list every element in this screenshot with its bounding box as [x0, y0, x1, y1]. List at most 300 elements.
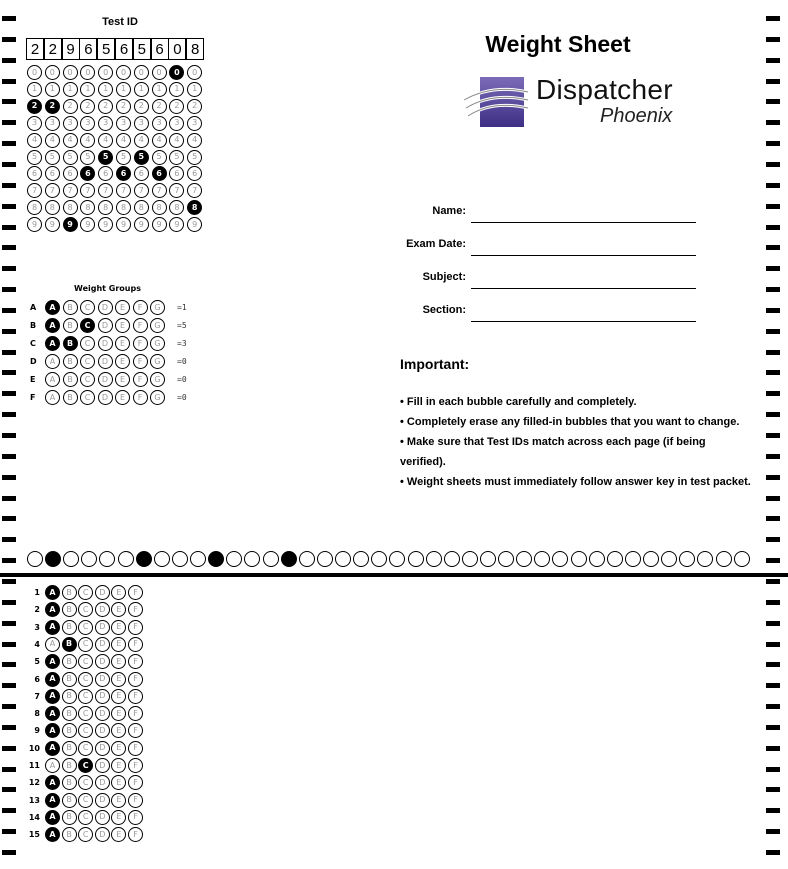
answer-bubble[interactable]: B: [62, 689, 77, 704]
test-id-bubble[interactable]: 9: [98, 217, 113, 232]
test-id-bubble[interactable]: 5: [27, 150, 42, 165]
answer-bubble[interactable]: A: [45, 758, 60, 773]
test-id-bubble[interactable]: 1: [187, 82, 202, 97]
answer-bubble[interactable]: E: [111, 602, 126, 617]
test-id-bubble[interactable]: 0: [169, 65, 184, 80]
test-id-bubble[interactable]: 0: [152, 65, 167, 80]
answer-bubble[interactable]: C: [78, 810, 93, 825]
timing-mark: [2, 58, 16, 63]
answer-bubble[interactable]: C: [78, 827, 93, 842]
test-id-title: Test ID: [102, 16, 138, 28]
test-id-bubble[interactable]: 5: [187, 150, 202, 165]
timing-mark: [2, 746, 16, 751]
weight-group-bubble[interactable]: A: [45, 390, 60, 405]
answer-bubble[interactable]: A: [45, 637, 60, 652]
test-id-bubble[interactable]: 5: [134, 150, 149, 165]
answer-bubble[interactable]: C: [78, 585, 93, 600]
test-id-bubble[interactable]: 0: [134, 65, 149, 80]
weight-group-bubble[interactable]: G: [150, 300, 165, 315]
timing-mark: [766, 225, 780, 230]
timing-mark: [766, 537, 780, 542]
test-id-bubble[interactable]: 1: [27, 82, 42, 97]
timing-mark: [2, 204, 16, 209]
answer-bubble[interactable]: E: [111, 723, 126, 738]
test-id-bubble[interactable]: 6: [116, 166, 131, 181]
answer-bubble[interactable]: E: [111, 810, 126, 825]
test-id-bubble[interactable]: 4: [152, 133, 167, 148]
test-id-bubble[interactable]: 2: [187, 99, 202, 114]
answer-bubble[interactable]: C: [78, 620, 93, 635]
answer-bubble[interactable]: A: [45, 741, 60, 756]
answer-bubble[interactable]: B: [62, 775, 77, 790]
test-id-bubble[interactable]: 8: [80, 200, 95, 215]
test-id-bubble[interactable]: 6: [45, 166, 60, 181]
timing-mark: [766, 370, 780, 375]
test-id-bubble[interactable]: 1: [80, 82, 95, 97]
answer-bubble[interactable]: D: [95, 672, 110, 687]
weight-group-bubble[interactable]: G: [150, 318, 165, 333]
weight-group-label: A: [30, 303, 37, 312]
timing-mark: [2, 183, 16, 188]
timing-mark: [766, 767, 780, 772]
answer-bubble[interactable]: B: [62, 637, 77, 652]
weight-group-bubble[interactable]: E: [115, 372, 130, 387]
answer-bubble[interactable]: C: [78, 723, 93, 738]
answer-bubble[interactable]: C: [78, 602, 93, 617]
answer-bubble[interactable]: E: [111, 758, 126, 773]
test-id-bubble[interactable]: 1: [169, 82, 184, 97]
weight-group-bubble[interactable]: A: [45, 354, 60, 369]
answer-bubble[interactable]: D: [95, 602, 110, 617]
test-id-bubble[interactable]: 3: [116, 116, 131, 131]
answer-bubble[interactable]: C: [78, 741, 93, 756]
timing-mark: [2, 120, 16, 125]
weight-group-value: =3: [177, 339, 187, 348]
timing-mark: [2, 308, 16, 313]
strip-bubble: [734, 551, 750, 567]
weight-group-bubble[interactable]: A: [45, 318, 60, 333]
weight-group-bubble[interactable]: A: [45, 300, 60, 315]
answer-bubble[interactable]: C: [78, 689, 93, 704]
test-id-bubble[interactable]: 8: [45, 200, 60, 215]
answer-bubble[interactable]: C: [78, 637, 93, 652]
weight-group-bubble[interactable]: G: [150, 372, 165, 387]
field-label: Name:: [432, 205, 466, 217]
test-id-bubble[interactable]: 9: [187, 217, 202, 232]
test-id-bubble[interactable]: 5: [116, 150, 131, 165]
answer-bubble[interactable]: E: [111, 827, 126, 842]
answer-bubble[interactable]: A: [45, 585, 60, 600]
instruction-line: verified).: [400, 456, 446, 468]
test-id-bubble[interactable]: 5: [169, 150, 184, 165]
timing-mark: [766, 516, 780, 521]
timing-mark: [766, 412, 780, 417]
answer-bubble[interactable]: D: [95, 637, 110, 652]
test-id-bubble[interactable]: 0: [187, 65, 202, 80]
test-id-bubble[interactable]: 6: [134, 166, 149, 181]
test-id-bubble[interactable]: 3: [45, 116, 60, 131]
strip-bubble: [661, 551, 677, 567]
answer-bubble[interactable]: A: [45, 689, 60, 704]
answer-bubble[interactable]: B: [62, 810, 77, 825]
test-id-bubble[interactable]: 2: [152, 99, 167, 114]
answer-bubble[interactable]: E: [111, 706, 126, 721]
strip-bubble: [154, 551, 170, 567]
answer-bubble[interactable]: E: [111, 654, 126, 669]
test-id-bubble[interactable]: 4: [169, 133, 184, 148]
answer-bubble[interactable]: F: [128, 758, 143, 773]
answer-bubble[interactable]: F: [128, 654, 143, 669]
test-id-bubble[interactable]: 9: [152, 217, 167, 232]
test-id-bubble[interactable]: 4: [116, 133, 131, 148]
answer-bubble[interactable]: A: [45, 827, 60, 842]
answer-bubble[interactable]: E: [111, 775, 126, 790]
test-id-bubble[interactable]: 1: [116, 82, 131, 97]
timing-mark: [2, 683, 16, 688]
strip-bubble: [63, 551, 79, 567]
test-id-bubble[interactable]: 4: [187, 133, 202, 148]
answer-bubble[interactable]: E: [111, 620, 126, 635]
answer-bubble[interactable]: A: [45, 654, 60, 669]
test-id-bubble[interactable]: 8: [187, 200, 202, 215]
test-id-bubble[interactable]: 4: [63, 133, 78, 148]
test-id-bubble[interactable]: 7: [80, 183, 95, 198]
answer-bubble[interactable]: C: [78, 758, 93, 773]
weight-group-bubble[interactable]: D: [98, 300, 113, 315]
answer-bubble[interactable]: B: [62, 827, 77, 842]
test-id-bubble[interactable]: 7: [45, 183, 60, 198]
weight-group-value: =0: [177, 375, 187, 384]
logo-mark-icon: [462, 74, 532, 132]
test-id-digit-box: 0: [168, 38, 186, 60]
strip-bubble: [190, 551, 206, 567]
answer-bubble[interactable]: F: [128, 810, 143, 825]
answer-bubble[interactable]: C: [78, 654, 93, 669]
timing-mark: [766, 204, 780, 209]
answer-bubble[interactable]: D: [95, 706, 110, 721]
weight-group-bubble[interactable]: B: [63, 318, 78, 333]
exam-date-line[interactable]: [471, 255, 696, 256]
answer-bubble[interactable]: A: [45, 793, 60, 808]
question-number: 7: [34, 691, 40, 701]
weight-group-bubble[interactable]: E: [115, 318, 130, 333]
test-id-bubble[interactable]: 0: [80, 65, 95, 80]
answer-bubble[interactable]: B: [62, 793, 77, 808]
answer-bubble[interactable]: D: [95, 654, 110, 669]
test-id-bubble[interactable]: 9: [63, 217, 78, 232]
weight-group-bubble[interactable]: D: [98, 390, 113, 405]
weight-group-bubble[interactable]: C: [80, 390, 95, 405]
weight-group-bubble[interactable]: B: [63, 372, 78, 387]
subject-line[interactable]: [471, 288, 696, 289]
timing-mark: [2, 850, 16, 855]
weight-group-bubble[interactable]: D: [98, 372, 113, 387]
weight-group-bubble[interactable]: B: [63, 390, 78, 405]
timing-mark: [2, 642, 16, 647]
weight-group-bubble[interactable]: B: [63, 300, 78, 315]
answer-bubble[interactable]: D: [95, 741, 110, 756]
answer-bubble[interactable]: F: [128, 585, 143, 600]
test-id-bubble[interactable]: 2: [134, 99, 149, 114]
strip-bubble: [462, 551, 478, 567]
weight-group-bubble[interactable]: E: [115, 300, 130, 315]
test-id-bubble[interactable]: 3: [98, 116, 113, 131]
answer-bubble[interactable]: F: [128, 723, 143, 738]
timing-mark: [2, 621, 16, 626]
test-id-bubble[interactable]: 8: [27, 200, 42, 215]
strip-bubble: [534, 551, 550, 567]
test-id-bubble[interactable]: 9: [134, 217, 149, 232]
answer-bubble[interactable]: A: [45, 706, 60, 721]
weight-group-bubble[interactable]: G: [150, 336, 165, 351]
weight-group-bubble[interactable]: D: [98, 336, 113, 351]
question-number: 15: [28, 830, 40, 840]
test-id-bubble[interactable]: 3: [187, 116, 202, 131]
answer-bubble[interactable]: A: [45, 620, 60, 635]
answer-bubble[interactable]: C: [78, 775, 93, 790]
test-id-bubble[interactable]: 2: [169, 99, 184, 114]
test-id-bubble[interactable]: 3: [80, 116, 95, 131]
answer-bubble[interactable]: C: [78, 793, 93, 808]
answer-bubble[interactable]: A: [45, 672, 60, 687]
test-id-bubble[interactable]: 0: [27, 65, 42, 80]
test-id-bubble[interactable]: 5: [152, 150, 167, 165]
weight-group-bubble[interactable]: G: [150, 390, 165, 405]
test-id-bubble[interactable]: 2: [116, 99, 131, 114]
test-id-bubble[interactable]: 7: [116, 183, 131, 198]
answer-bubble[interactable]: B: [62, 585, 77, 600]
test-id-bubble[interactable]: 5: [63, 150, 78, 165]
weight-group-bubble[interactable]: F: [133, 318, 148, 333]
answer-bubble[interactable]: D: [95, 758, 110, 773]
timing-mark: [2, 99, 16, 104]
test-id-bubble[interactable]: 9: [80, 217, 95, 232]
answer-bubble[interactable]: B: [62, 723, 77, 738]
weight-group-bubble[interactable]: F: [133, 354, 148, 369]
test-id-bubble[interactable]: 2: [80, 99, 95, 114]
test-id-bubble[interactable]: 6: [98, 166, 113, 181]
timing-mark: [2, 662, 16, 667]
answer-bubble[interactable]: E: [111, 689, 126, 704]
test-id-bubble[interactable]: 7: [152, 183, 167, 198]
question-number: 1: [34, 588, 40, 597]
test-id-bubble[interactable]: 3: [169, 116, 184, 131]
test-id-bubble[interactable]: 2: [45, 99, 60, 114]
test-id-bubble[interactable]: 0: [116, 65, 131, 80]
test-id-bubble[interactable]: 7: [63, 183, 78, 198]
answer-bubble[interactable]: F: [128, 775, 143, 790]
test-id-bubble[interactable]: 7: [98, 183, 113, 198]
test-id-bubble[interactable]: 4: [27, 133, 42, 148]
answer-bubble[interactable]: E: [111, 585, 126, 600]
test-id-bubble[interactable]: 1: [134, 82, 149, 97]
strip-bubble: [697, 551, 713, 567]
test-id-bubble[interactable]: 4: [80, 133, 95, 148]
weight-group-bubble[interactable]: F: [133, 336, 148, 351]
test-id-bubble[interactable]: 6: [80, 166, 95, 181]
timing-mark: [766, 99, 780, 104]
test-id-bubble[interactable]: 6: [152, 166, 167, 181]
strip-bubble: [244, 551, 260, 567]
answer-bubble[interactable]: B: [62, 620, 77, 635]
answer-bubble[interactable]: C: [78, 672, 93, 687]
test-id-bubble[interactable]: 5: [98, 150, 113, 165]
answer-bubble[interactable]: D: [95, 620, 110, 635]
answer-bubble[interactable]: A: [45, 602, 60, 617]
answer-bubble[interactable]: D: [95, 689, 110, 704]
section-divider: [0, 573, 788, 577]
timing-mark: [766, 829, 780, 834]
answer-bubble[interactable]: F: [128, 637, 143, 652]
weight-group-bubble[interactable]: F: [133, 300, 148, 315]
test-id-bubble[interactable]: 6: [169, 166, 184, 181]
question-number: 9: [34, 726, 40, 736]
test-id-bubble[interactable]: 8: [98, 200, 113, 215]
weight-group-bubble[interactable]: C: [80, 354, 95, 369]
answer-bubble[interactable]: C: [78, 706, 93, 721]
weight-group-bubble[interactable]: E: [115, 336, 130, 351]
answer-bubble[interactable]: B: [62, 758, 77, 773]
test-id-bubble[interactable]: 2: [63, 99, 78, 114]
timing-mark: [766, 621, 780, 626]
strip-bubble: [607, 551, 623, 567]
test-id-bubble[interactable]: 5: [80, 150, 95, 165]
test-id-bubble[interactable]: 7: [27, 183, 42, 198]
answer-bubble[interactable]: F: [128, 602, 143, 617]
test-id-bubble[interactable]: 8: [169, 200, 184, 215]
test-id-bubble[interactable]: 6: [187, 166, 202, 181]
strip-bubble: [408, 551, 424, 567]
test-id-bubble[interactable]: 3: [152, 116, 167, 131]
weight-group-bubble[interactable]: D: [98, 354, 113, 369]
weight-group-bubble[interactable]: A: [45, 336, 60, 351]
test-id-bubble[interactable]: 7: [169, 183, 184, 198]
strip-bubble: [571, 551, 587, 567]
timing-mark: [2, 808, 16, 813]
test-id-bubble[interactable]: 4: [134, 133, 149, 148]
logo-name: Dispatcher: [536, 74, 673, 105]
test-id-bubble[interactable]: 7: [187, 183, 202, 198]
test-id-bubble[interactable]: 1: [63, 82, 78, 97]
test-id-bubble[interactable]: 0: [45, 65, 60, 80]
strip-bubble: [172, 551, 188, 567]
test-id-bubble[interactable]: 1: [98, 82, 113, 97]
answer-bubble[interactable]: E: [111, 672, 126, 687]
answer-bubble[interactable]: E: [111, 741, 126, 756]
test-id-bubble[interactable]: 9: [27, 217, 42, 232]
answer-bubble[interactable]: B: [62, 706, 77, 721]
answer-bubble[interactable]: B: [62, 654, 77, 669]
answer-bubble[interactable]: F: [128, 706, 143, 721]
answer-bubble[interactable]: F: [128, 741, 143, 756]
weight-group-bubble[interactable]: D: [98, 318, 113, 333]
timing-mark: [766, 183, 780, 188]
question-number: 13: [28, 795, 40, 805]
weight-group-bubble[interactable]: E: [115, 390, 130, 405]
weight-group-bubble[interactable]: F: [133, 372, 148, 387]
weight-group-bubble[interactable]: C: [80, 336, 95, 351]
weight-group-bubble[interactable]: E: [115, 354, 130, 369]
answer-bubble[interactable]: B: [62, 602, 77, 617]
answer-bubble[interactable]: B: [62, 672, 77, 687]
timing-mark: [2, 266, 16, 271]
answer-bubble[interactable]: A: [45, 775, 60, 790]
test-id-bubble[interactable]: 9: [116, 217, 131, 232]
test-id-bubble[interactable]: 8: [116, 200, 131, 215]
answer-bubble[interactable]: E: [111, 793, 126, 808]
answer-bubble[interactable]: F: [128, 620, 143, 635]
weight-group-bubble[interactable]: A: [45, 372, 60, 387]
question-number: 3: [34, 622, 40, 632]
test-id-bubble[interactable]: 8: [152, 200, 167, 215]
weight-group-bubble[interactable]: B: [63, 354, 78, 369]
test-id-bubble[interactable]: 1: [45, 82, 60, 97]
answer-bubble[interactable]: B: [62, 741, 77, 756]
test-id-bubble[interactable]: 0: [98, 65, 113, 80]
weight-group-bubble[interactable]: B: [63, 336, 78, 351]
answer-bubble[interactable]: D: [95, 793, 110, 808]
answer-bubble[interactable]: D: [95, 827, 110, 842]
answer-bubble[interactable]: D: [95, 810, 110, 825]
test-id-bubble[interactable]: 0: [63, 65, 78, 80]
answer-bubble[interactable]: E: [111, 637, 126, 652]
test-id-bubble[interactable]: 6: [63, 166, 78, 181]
test-id-bubble[interactable]: 4: [45, 133, 60, 148]
field-label: Exam Date:: [406, 238, 466, 250]
test-id-bubble[interactable]: 8: [134, 200, 149, 215]
timing-mark: [2, 162, 16, 167]
strip-bubble: [27, 551, 43, 567]
answer-bubble[interactable]: A: [45, 723, 60, 738]
timing-mark: [766, 662, 780, 667]
test-id-bubble[interactable]: 2: [27, 99, 42, 114]
test-id-bubble[interactable]: 6: [27, 166, 42, 181]
answer-bubble[interactable]: F: [128, 827, 143, 842]
timing-mark: [766, 683, 780, 688]
timing-mark: [2, 558, 16, 563]
answer-bubble[interactable]: F: [128, 672, 143, 687]
answer-bubble[interactable]: D: [95, 723, 110, 738]
test-id-bubble[interactable]: 9: [45, 217, 60, 232]
weight-group-bubble[interactable]: C: [80, 300, 95, 315]
name-line[interactable]: [471, 222, 696, 223]
timing-mark: [2, 579, 16, 584]
answer-bubble[interactable]: F: [128, 793, 143, 808]
answer-bubble[interactable]: A: [45, 810, 60, 825]
answer-bubble[interactable]: F: [128, 689, 143, 704]
timing-mark: [2, 245, 16, 250]
test-id-bubble[interactable]: 3: [27, 116, 42, 131]
section-line[interactable]: [471, 321, 696, 322]
answer-bubble[interactable]: D: [95, 585, 110, 600]
weight-group-bubble[interactable]: C: [80, 318, 95, 333]
test-id-bubble[interactable]: 5: [45, 150, 60, 165]
weight-group-bubble[interactable]: C: [80, 372, 95, 387]
weight-group-bubble[interactable]: G: [150, 354, 165, 369]
test-id-bubble[interactable]: 1: [152, 82, 167, 97]
test-id-bubble[interactable]: 3: [63, 116, 78, 131]
test-id-bubble[interactable]: 8: [63, 200, 78, 215]
test-id-bubble[interactable]: 3: [134, 116, 149, 131]
timing-mark: [766, 162, 780, 167]
test-id-bubble[interactable]: 4: [98, 133, 113, 148]
timing-mark: [766, 496, 780, 501]
answer-bubble[interactable]: D: [95, 775, 110, 790]
weight-group-bubble[interactable]: F: [133, 390, 148, 405]
test-id-bubble[interactable]: 9: [169, 217, 184, 232]
test-id-bubble[interactable]: 7: [134, 183, 149, 198]
test-id-bubble[interactable]: 2: [98, 99, 113, 114]
